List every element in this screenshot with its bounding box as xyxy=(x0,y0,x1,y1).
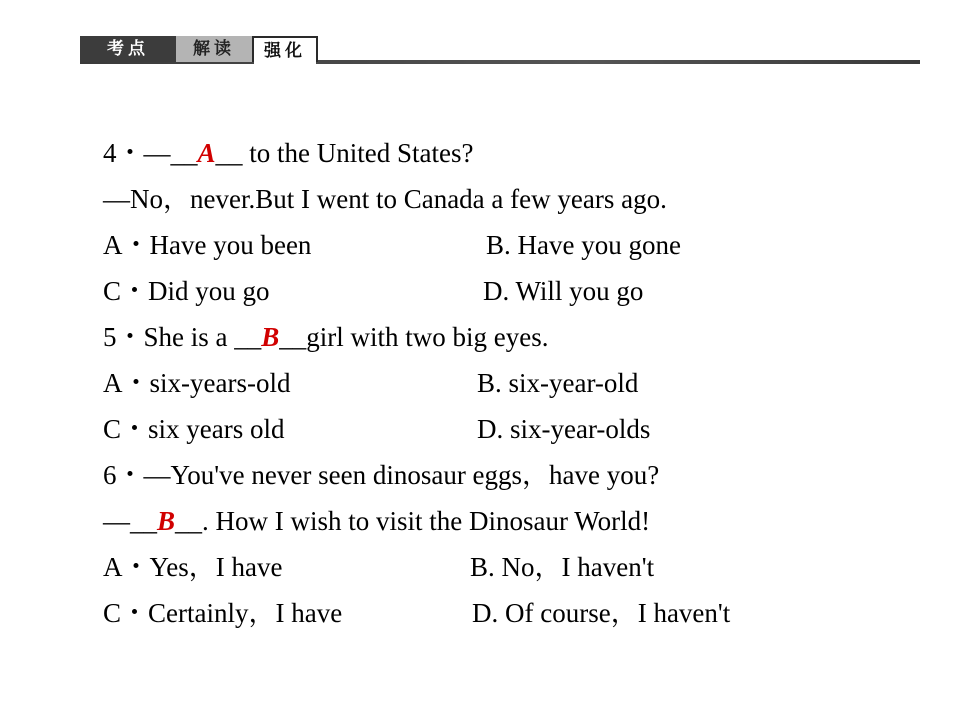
exercise-content xyxy=(103,130,923,636)
answer-mark: B xyxy=(261,322,280,352)
option-a: A・Have you been xyxy=(103,230,312,260)
question-4-options-ab xyxy=(103,222,923,268)
option-c: C・Certainly，I have xyxy=(103,598,343,628)
question-4-stem: 4・—__A__ to the United States? xyxy=(103,138,474,168)
question-5-options-cd xyxy=(103,406,923,452)
option-a: A・Yes，I have xyxy=(103,552,283,582)
header-tab-strip xyxy=(80,36,920,66)
option-d: D. six-year-olds xyxy=(477,414,651,444)
option-a: A・six-years-old xyxy=(103,368,291,398)
question-6-options-ab xyxy=(103,544,923,590)
option-d: D. Of course，I haven't xyxy=(472,598,731,628)
option-c: C・six years old xyxy=(103,414,285,444)
question-6-stem: 6・—You've never seen dinosaur eggs，have you? xyxy=(103,460,660,490)
option-d: D. Will you go xyxy=(483,276,644,306)
option-b: B. Have you gone xyxy=(486,230,681,260)
question-6-reply: —__B__. How I wish to visit the Dinosaur World! xyxy=(103,506,651,536)
option-b: B. six-year-old xyxy=(477,368,639,398)
tab-kaodian[interactable]: 考点 xyxy=(80,36,176,62)
option-b: B. No，I haven't xyxy=(470,552,655,582)
answer-mark: B xyxy=(157,506,176,536)
tab-jiedu[interactable]: 解读 xyxy=(176,36,252,62)
question-5-stem: 5・She is a __B__girl with two big eyes. xyxy=(103,322,549,352)
question-6-options-cd xyxy=(103,590,923,636)
question-5-options-ab xyxy=(103,360,923,406)
tab-qianghua[interactable]: 强化 xyxy=(252,36,318,62)
option-c: C・Did you go xyxy=(103,276,270,306)
question-4-options-cd xyxy=(103,268,923,314)
answer-mark: A xyxy=(197,138,216,168)
question-4-reply: —No，never.But I went to Canada a few years ago. xyxy=(103,184,667,214)
